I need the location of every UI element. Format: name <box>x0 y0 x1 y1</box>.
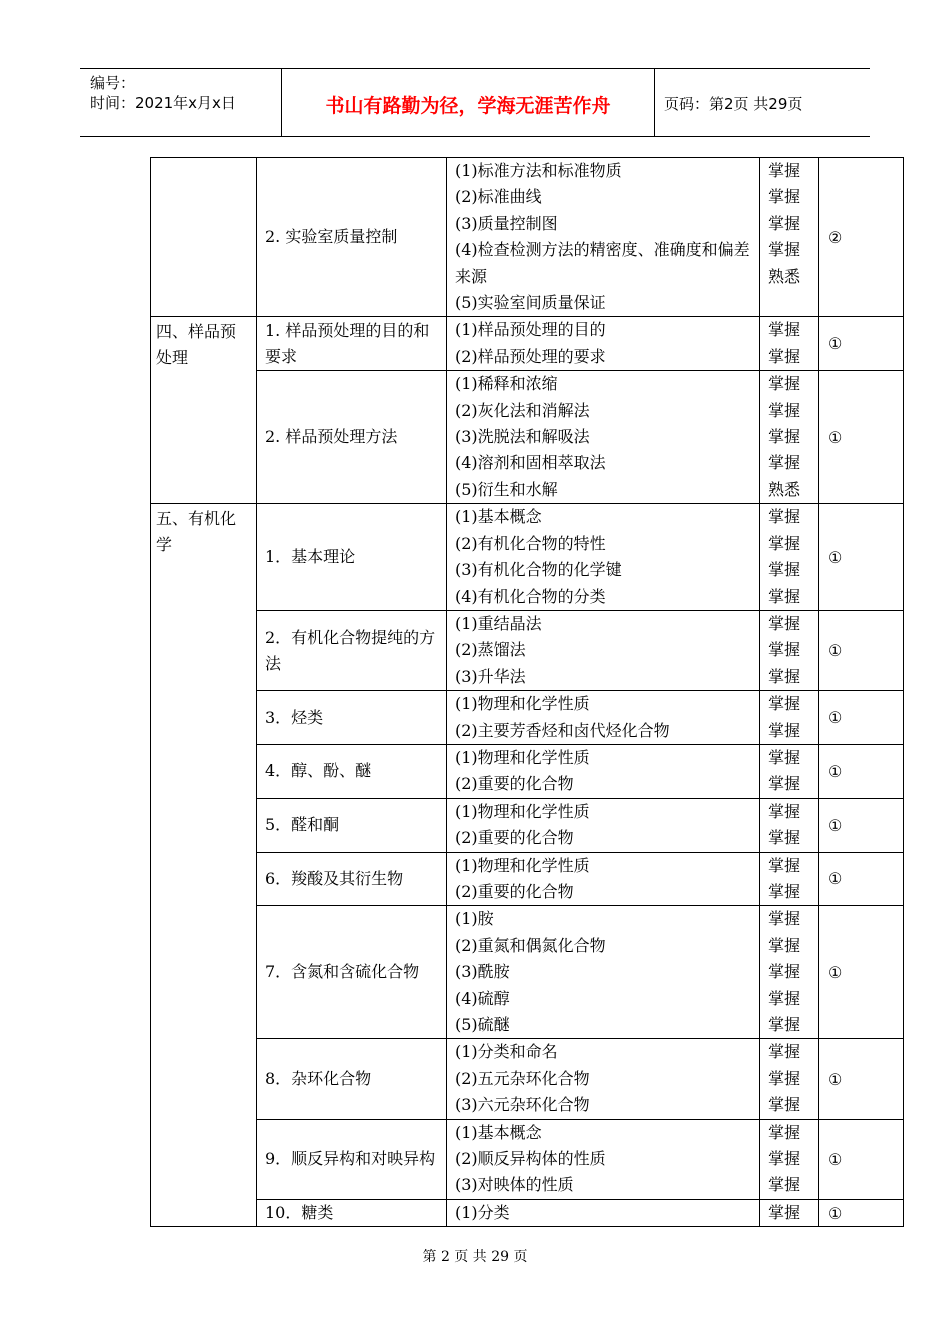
content-item: (5)衍生和水解 <box>455 479 558 499</box>
topic-cell: 7．含氮和含硫化合物 <box>257 906 447 1039</box>
mark-cell: ① <box>819 691 904 745</box>
topic-cell: 3．烃类 <box>257 691 447 745</box>
section-cell: 四、样品预处理 <box>151 317 257 504</box>
level-item: 掌握 <box>768 1042 801 1062</box>
topic-cell: 8．杂环化合物 <box>257 1039 447 1119</box>
level-cell <box>760 1119 819 1199</box>
content-item: (3)升华法 <box>455 666 526 686</box>
content-cell <box>447 610 760 690</box>
mark-cell: ① <box>819 744 904 798</box>
content-cell <box>447 906 760 1039</box>
table-row <box>151 906 904 1039</box>
content-cell <box>447 371 760 504</box>
mark-cell: ② <box>819 158 904 317</box>
mark-cell: ① <box>819 317 904 371</box>
level-item: 掌握 <box>768 935 801 955</box>
level-item: 掌握 <box>768 400 801 420</box>
level-item: 掌握 <box>768 1095 801 1115</box>
content-cell <box>447 504 760 611</box>
mark-cell: ① <box>819 1039 904 1119</box>
content-item: (2)重氮和偶氮化合物 <box>455 935 606 955</box>
content-item: (3)酰胺 <box>455 962 510 982</box>
level-cell <box>760 504 819 611</box>
syllabus-table-body <box>151 158 904 1227</box>
level-item: 掌握 <box>768 1015 801 1034</box>
topic-cell: 6．羧酸及其衍生物 <box>257 852 447 906</box>
topic-cell: 2. 样品预处理方法 <box>257 371 447 504</box>
level-item: 掌握 <box>768 720 801 740</box>
topic-cell: 4．醇、酚、醚 <box>257 744 447 798</box>
table-row <box>151 610 904 690</box>
level-item: 掌握 <box>768 747 801 767</box>
level-item: 掌握 <box>768 533 801 553</box>
topic-cell: 2. 实验室质量控制 <box>257 158 447 317</box>
table-row <box>151 1119 904 1199</box>
header-page-info: 页码：第2页 共29页 <box>664 95 803 113</box>
level-item: 掌握 <box>768 666 801 686</box>
table-row <box>151 691 904 745</box>
level-item: 掌握 <box>768 855 801 875</box>
content-item: (3)洗脱法和解吸法 <box>455 427 590 447</box>
level-item: 掌握 <box>768 988 801 1008</box>
content-item: (1)重结晶法 <box>455 613 542 633</box>
content-item: (5)实验室间质量保证 <box>455 293 606 313</box>
content-item: (1)物理和化学性质 <box>455 747 590 767</box>
level-item: 掌握 <box>768 213 801 233</box>
content-item: (1)样品预处理的目的 <box>455 320 606 340</box>
content-item: (4)检查检测方法的精密度、准确度和偏差来源 <box>455 240 750 286</box>
level-item: 熟悉 <box>768 479 801 499</box>
content-item: (1)基本概念 <box>455 507 542 527</box>
topic-cell: 1. 样品预处理的目的和要求 <box>257 317 447 371</box>
topic-cell: 1．基本理论 <box>257 504 447 611</box>
level-cell <box>760 906 819 1039</box>
level-item: 掌握 <box>768 240 801 260</box>
number-label: 编号： <box>90 74 136 92</box>
level-cell <box>760 852 819 906</box>
content-item: (4)有机化合物的分类 <box>455 586 606 606</box>
level-item: 掌握 <box>768 320 801 340</box>
content-item: (1)物理和化学性质 <box>455 801 590 821</box>
table-row <box>151 1199 904 1226</box>
mark-cell: ① <box>819 371 904 504</box>
header-meta <box>90 73 236 113</box>
topic-cell: 9．顺反异构和对映异构 <box>257 1119 447 1199</box>
topic-cell: 2．有机化合物提纯的方法 <box>257 610 447 690</box>
mark-cell: ① <box>819 1199 904 1226</box>
level-cell <box>760 371 819 504</box>
content-cell <box>447 1039 760 1119</box>
mark-cell: ① <box>819 852 904 906</box>
content-item: (5)硫醚 <box>455 1015 510 1034</box>
level-item: 掌握 <box>768 1149 801 1169</box>
level-item: 掌握 <box>768 586 801 606</box>
mark-cell: ① <box>819 1119 904 1199</box>
level-item: 掌握 <box>768 1122 801 1142</box>
time-label: 时间：2021年x月x日 <box>90 94 236 112</box>
content-cell <box>447 158 760 317</box>
content-item: (1)分类和命名 <box>455 1042 558 1062</box>
content-cell <box>447 744 760 798</box>
content-item: (1)标准方法和标准物质 <box>455 161 622 180</box>
content-item: (2)灰化法和消解法 <box>455 400 590 420</box>
level-item: 掌握 <box>768 161 801 180</box>
level-item: 掌握 <box>768 427 801 447</box>
level-item: 掌握 <box>768 962 801 982</box>
content-item: (1)基本概念 <box>455 1122 542 1142</box>
level-item: 掌握 <box>768 374 801 394</box>
mark-cell: ① <box>819 798 904 852</box>
level-item: 掌握 <box>768 1068 801 1088</box>
level-item: 掌握 <box>768 613 801 633</box>
content-item: (2)重要的化合物 <box>455 828 574 848</box>
content-item: (3)六元杂环化合物 <box>455 1095 590 1115</box>
mark-cell: ① <box>819 906 904 1039</box>
content-item: (3)质量控制图 <box>455 213 558 233</box>
level-item: 掌握 <box>768 881 801 901</box>
content-item: (1)物理和化学性质 <box>455 694 590 714</box>
page-footer: 第 2 页 共 29 页 <box>422 1249 528 1265</box>
level-item: 掌握 <box>768 1175 801 1195</box>
level-cell <box>760 798 819 852</box>
content-item: (3)有机化合物的化学键 <box>455 560 622 580</box>
level-item: 掌握 <box>768 187 801 207</box>
content-cell <box>447 1119 760 1199</box>
level-item: 掌握 <box>768 507 801 527</box>
section-cell <box>151 158 257 317</box>
header-divider <box>654 69 655 136</box>
level-item: 掌握 <box>768 828 801 848</box>
level-item: 掌握 <box>768 694 801 714</box>
content-cell <box>447 798 760 852</box>
table-row <box>151 158 904 317</box>
content-item: (2)有机化合物的特性 <box>455 533 606 553</box>
content-item: (2)标准曲线 <box>455 187 542 207</box>
table-row <box>151 744 904 798</box>
table-row <box>151 1039 904 1119</box>
content-item: (2)五元杂环化合物 <box>455 1068 590 1088</box>
level-item: 掌握 <box>768 774 801 794</box>
mark-cell: ① <box>819 504 904 611</box>
level-item: 掌握 <box>768 640 801 660</box>
content-item: (1)胺 <box>455 909 494 929</box>
section-cell: 五、有机化学 <box>151 504 257 1227</box>
content-item: (4)溶剂和固相萃取法 <box>455 453 606 473</box>
mark-cell: ① <box>819 610 904 690</box>
content-item: (2)主要芳香烃和卤代烃化合物 <box>455 720 670 740</box>
header-motto: 书山有路勤为径，学海无涯苦作舟 <box>325 95 611 117</box>
level-cell <box>760 1199 819 1226</box>
table-row <box>151 371 904 504</box>
content-item: (4)硫醇 <box>455 988 510 1008</box>
level-item: 掌握 <box>768 560 801 580</box>
level-cell <box>760 744 819 798</box>
level-cell <box>760 317 819 371</box>
content-cell <box>447 691 760 745</box>
content-item: (2)重要的化合物 <box>455 881 574 901</box>
content-item: (1)分类 <box>455 1202 510 1222</box>
content-cell <box>447 1199 760 1226</box>
content-item: (1)物理和化学性质 <box>455 855 590 875</box>
table-row <box>151 504 904 611</box>
level-cell <box>760 610 819 690</box>
topic-cell: 5．醛和酮 <box>257 798 447 852</box>
topic-cell: 10．糖类 <box>257 1199 447 1226</box>
content-item: (2)样品预处理的要求 <box>455 346 606 366</box>
table-row <box>151 317 904 371</box>
syllabus-table <box>150 157 904 1227</box>
content-item: (1)稀释和浓缩 <box>455 374 558 394</box>
level-item: 掌握 <box>768 453 801 473</box>
level-item: 掌握 <box>768 346 801 366</box>
page-header <box>80 68 870 137</box>
level-cell <box>760 158 819 317</box>
table-row <box>151 852 904 906</box>
content-item: (2)顺反异构体的性质 <box>455 1149 606 1169</box>
content-item: (3)对映体的性质 <box>455 1175 574 1195</box>
table-row <box>151 798 904 852</box>
content-cell <box>447 317 760 371</box>
content-item: (2)蒸馏法 <box>455 640 526 660</box>
level-item: 掌握 <box>768 1202 801 1222</box>
level-item: 掌握 <box>768 909 801 929</box>
level-cell <box>760 691 819 745</box>
content-cell <box>447 852 760 906</box>
level-item: 掌握 <box>768 801 801 821</box>
level-item: 熟悉 <box>768 266 801 286</box>
content-item: (2)重要的化合物 <box>455 774 574 794</box>
level-cell <box>760 1039 819 1119</box>
